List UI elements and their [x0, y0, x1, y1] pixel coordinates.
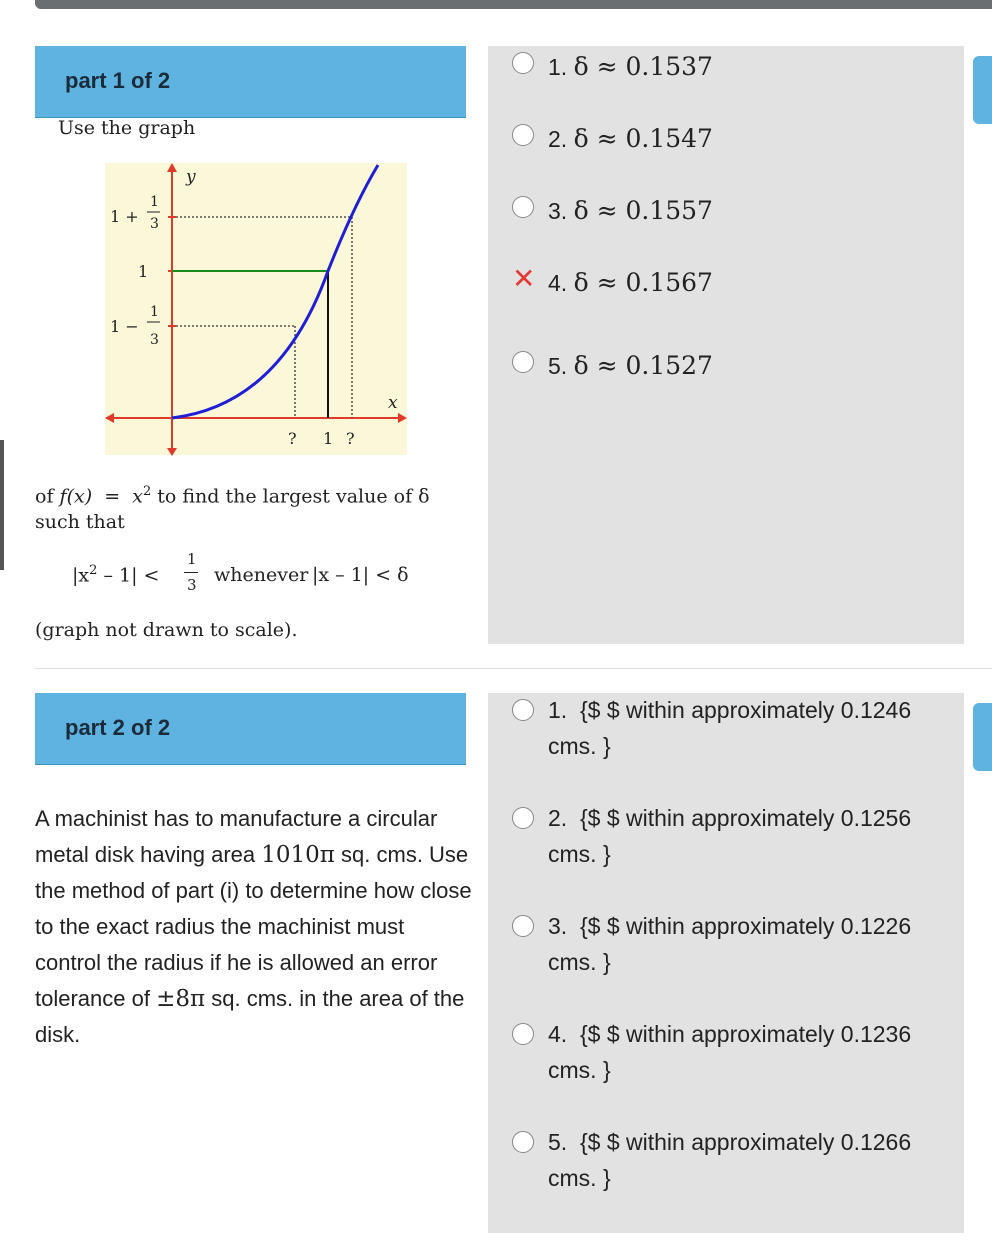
x-squared-exp: 2 [142, 484, 152, 499]
fx-expression: f(x) [59, 485, 93, 508]
wrong-answer-x-icon: ✕ [512, 263, 536, 294]
problem-statement-line1 [35, 484, 430, 507]
tolerance-value: ±8π [156, 986, 206, 1012]
top-bar [35, 0, 992, 9]
part1-option-3[interactable]: 3. δ ≈ 0.1557 [512, 196, 713, 225]
y-tick-top-label: 1 + [110, 207, 139, 226]
part1-answers-panel [488, 46, 964, 644]
page-scroll-edge [0, 440, 4, 570]
part1-option-5[interactable]: 5. δ ≈ 0.1527 [512, 351, 713, 380]
y-tick-mid-label: 1 [138, 262, 149, 281]
ineq-frac-num: 1 [187, 550, 197, 568]
part2-problem-text [35, 801, 475, 1053]
radio-button[interactable] [512, 807, 534, 829]
y-tick-bottom-label: 1 − [110, 317, 139, 336]
part2-side-tab[interactable] [973, 703, 992, 771]
ineq-whenever: whenever [214, 564, 309, 586]
part2-option-2[interactable]: 2. {$ $ within approximately 0.1256 cms. } [512, 807, 911, 872]
x-axis-label: x [388, 393, 398, 413]
radio-button[interactable] [512, 1023, 534, 1045]
statement-find-delta: to find the largest value of δ [157, 485, 430, 508]
problem-text-c: sq. cms. in the area of the disk. [35, 986, 465, 1047]
ineq-left: $|x^2 - 1|$ < [72, 563, 160, 587]
part1-option-4[interactable]: ✕ 4. δ ≈ 0.1567 [512, 263, 713, 297]
y-tick-bottom-frac-num: 1 [150, 304, 159, 320]
section-divider [35, 668, 992, 669]
radio-button[interactable] [512, 351, 534, 373]
radio-button[interactable] [512, 699, 534, 721]
part2-header [35, 693, 466, 765]
ineq-right: |x – 1| < δ [312, 564, 409, 586]
y-tick-top-frac-den: 3 [150, 216, 159, 232]
x-tick-mid-label: 1 [323, 429, 334, 448]
ineq-frac-den: 3 [187, 576, 197, 594]
part2-option-4[interactable]: 4. {$ $ within approximately 0.1236 cms. } [512, 1023, 911, 1088]
area-value: 1010π [261, 842, 335, 868]
radio-button[interactable] [512, 1131, 534, 1153]
y-tick-top-frac-num: 1 [150, 194, 159, 210]
graph-note: (graph not drawn to scale). [35, 619, 298, 641]
part1-option-2[interactable]: 2. δ ≈ 0.1547 [512, 124, 713, 153]
part2-answers-panel [488, 693, 964, 1233]
radio-button[interactable] [512, 124, 534, 146]
part2-option-1[interactable]: 1. {$ $ within approximately 0.1246 cms. } [512, 699, 911, 764]
equals-sign: = [104, 485, 121, 508]
y-tick-bottom-frac-den: 3 [150, 332, 159, 348]
part1-side-tab[interactable] [973, 56, 992, 124]
part1-header [35, 46, 466, 118]
radio-button[interactable] [512, 196, 534, 218]
ineq-frac-bar [184, 572, 198, 573]
x-squared-base: x [132, 485, 143, 508]
part2-option-3[interactable]: 3. {$ $ within approximately 0.1226 cms. } [512, 915, 911, 980]
radio-button[interactable] [512, 52, 534, 74]
problem-text-a: A machinist has to manufacture a circular metal disk having area [35, 806, 438, 867]
problem-text-b: sq. cms. Use the method of part (i) to determine how close to the exact radius the machinist must control the radius if he is allowed an error tolerance of [35, 842, 472, 1011]
y-axis-label: y [186, 167, 196, 187]
part2-header-title: part 2 of 2 [65, 715, 171, 740]
part1-header-title: part 1 of 2 [65, 68, 171, 93]
use-the-graph-text: Use the graph [58, 117, 196, 139]
statement-such-that: such that [35, 511, 125, 533]
x-tick-right-label: ? [346, 429, 355, 448]
part1-option-1[interactable]: 1. δ ≈ 0.1537 [512, 52, 713, 81]
radio-button[interactable] [512, 915, 534, 937]
part2-option-5[interactable]: 5. {$ $ within approximately 0.1266 cms. } [512, 1131, 911, 1196]
statement-of: of [35, 485, 54, 508]
function-graph [100, 160, 410, 460]
x-tick-left-label: ? [288, 429, 297, 448]
